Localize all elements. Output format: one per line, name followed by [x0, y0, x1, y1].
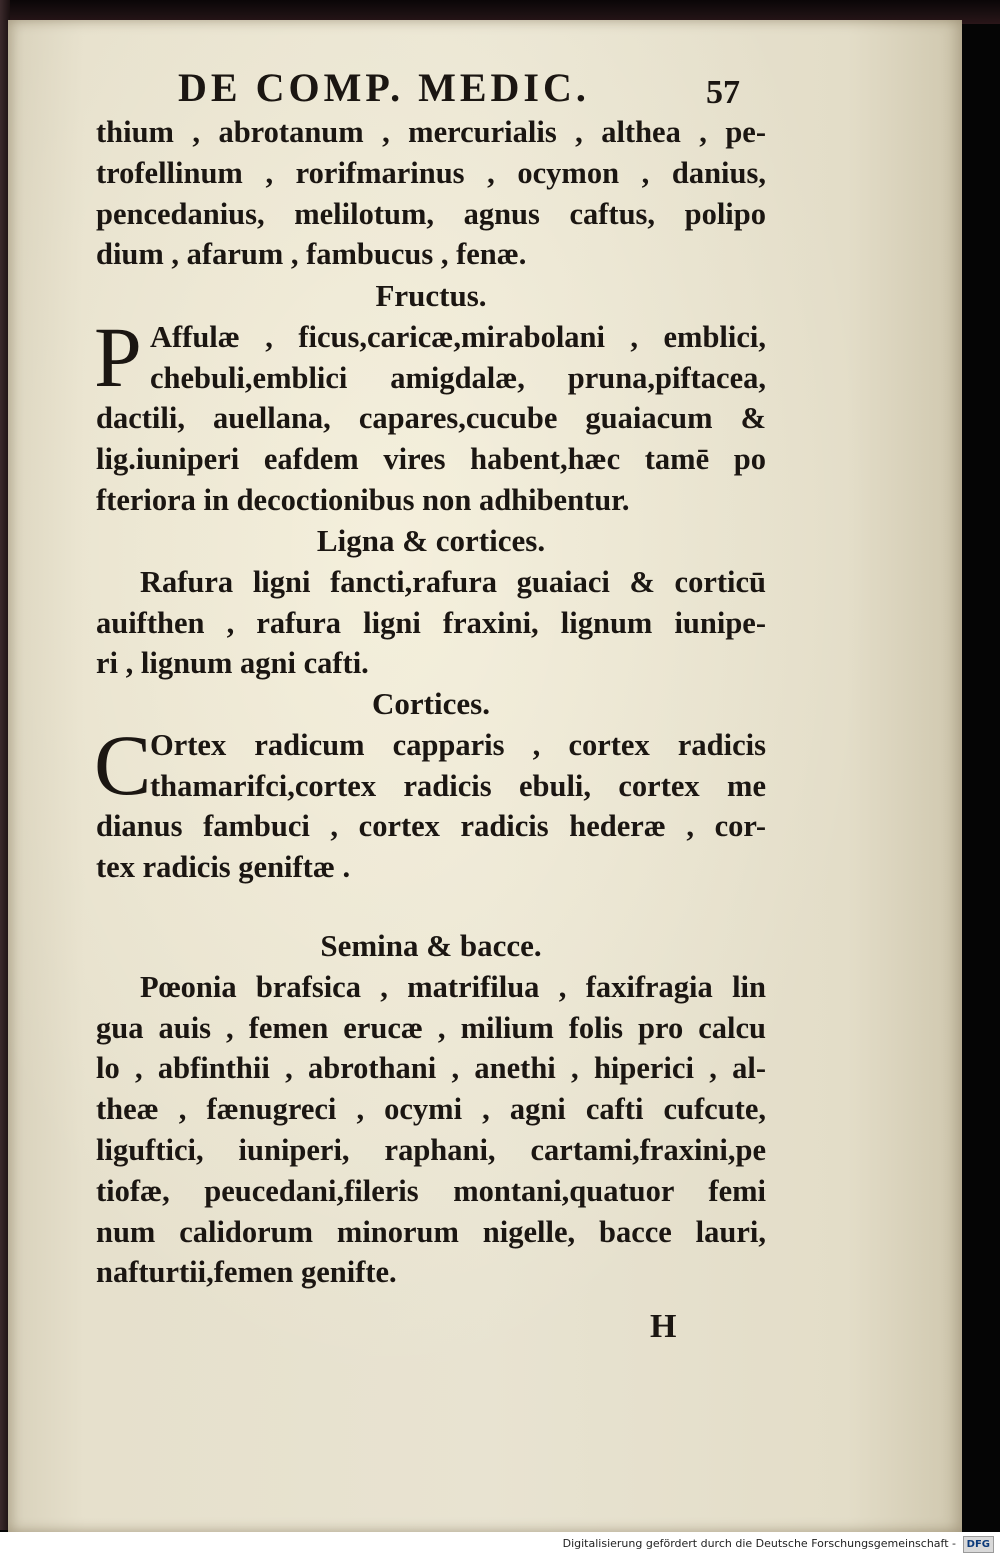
page-number: 57 — [706, 74, 740, 111]
text-line: dianus fambuci , cortex radicis hederæ , cor- — [96, 809, 766, 844]
section-fructus — [96, 276, 766, 521]
section-semina — [96, 926, 766, 1293]
text-line: chebuli,emblici amigdalæ, pruna,piftacea, — [150, 360, 766, 395]
text-line: Ortex radicum capparis , cortex radicis — [150, 727, 766, 762]
section-heading: Ligna & cortices. — [316, 523, 546, 558]
section-heading: Fructus. — [375, 278, 487, 313]
text-line: trofellinum , rorifmarinus , ocymon , danius, — [96, 155, 766, 190]
text-line: thamarifci,cortex radicis ebuli, cortex me — [150, 768, 766, 803]
text-line: fteriora in decoctionibus non adhibentur. — [96, 482, 630, 517]
running-head — [178, 64, 778, 114]
dropcap-paragraph — [94, 308, 766, 521]
text-line: auifthen , rafura ligni fraxini, lignum iunipe- — [96, 605, 766, 640]
drop-cap: P — [94, 308, 142, 405]
text-line: dactili, auellana, capares,cucube guaiacum & — [96, 401, 766, 436]
funding-credit: Digitalisierung gefördert durch die Deutsche Forschungsgemeinschaft - — [562, 1537, 956, 1550]
text-line: tex radicis geniftæ . — [96, 850, 351, 885]
text-block-opening — [96, 112, 766, 275]
drop-cap: C — [94, 716, 152, 813]
text-line: theæ , fænugreci , ocymi , agni cafti cufcute, — [96, 1092, 766, 1127]
text-line: tiofæ, peucedani,fileris montani,quatuor femi — [96, 1173, 766, 1208]
text-line: Rafura ligni fancti,rafura guaiaci & corticū — [140, 564, 766, 599]
text-line: lig.iuniperi eafdem vires habent,hæc tamē po — [96, 442, 766, 477]
text-line: thium , abrotanum , mercurialis , althea , pe- — [96, 115, 766, 149]
text-line: Pœonia brafsica , matrifilua , faxifragia lin — [140, 969, 766, 1004]
text-line: num calidorum minorum nigelle, bacce lauri, — [96, 1214, 766, 1249]
text-line: lo , abfinthii , abrothani , anethi , hiperici , al- — [96, 1051, 766, 1086]
book-page — [8, 20, 962, 1532]
text-line: liguftici, iuniperi, raphani, cartami,fraxini,pe — [96, 1132, 766, 1167]
section-heading: Semina & bacce. — [320, 928, 542, 963]
footer-bar — [0, 1532, 1000, 1556]
text-line: Affulæ , ficus,caricæ,mirabolani , emblici, — [150, 319, 766, 354]
section-heading: Cortices. — [372, 686, 490, 721]
signature-mark: H — [650, 1308, 677, 1345]
section-ligna — [96, 521, 766, 684]
text-line: pencedanius, melilotum, agnus caftus, polipo — [96, 196, 766, 231]
dropcap-paragraph — [94, 716, 766, 888]
section-cortices — [96, 684, 766, 888]
running-title: DE COMP. MEDIC. — [178, 65, 590, 110]
text-line: dium , afarum , fambucus , fenæ. — [96, 237, 527, 272]
text-line: nafturtii,femen genifte. — [96, 1255, 397, 1290]
dfg-logo: DFG — [963, 1536, 994, 1553]
text-line: ri , lignum agni cafti. — [96, 646, 369, 681]
text-line: gua auis , femen erucæ , milium folis pro calcu — [96, 1010, 766, 1045]
